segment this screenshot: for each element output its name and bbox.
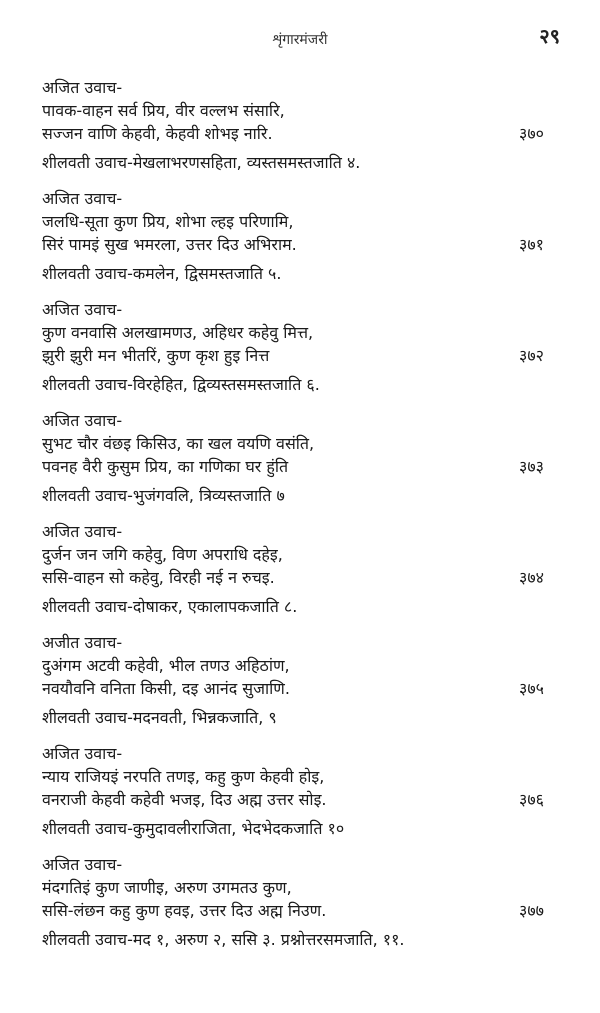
- verse-line-text: नवयौवनि वनिता किसी, दइ आनंद सुजाणि.: [42, 679, 290, 698]
- running-title: शृंगारमंजरी: [272, 32, 328, 48]
- speaker-heading: अजित उवाच-: [42, 744, 123, 763]
- page-number: २९: [539, 24, 560, 48]
- verse-line: पावक-वाहन सर्व प्रिय, वीर वल्लभ संसारि,: [42, 101, 285, 120]
- verse-number: ३७७: [519, 901, 544, 920]
- speaker-heading: अजित उवाच-: [42, 300, 123, 319]
- verse-line-numbered: [42, 566, 572, 589]
- verse-line-text: सज्जन वाणि केहवी, केहवी शोभइ नारि.: [42, 124, 273, 143]
- verse-line-text: सिरं पामइं सुख भमरला, उत्तर दिउ अभिराम.: [42, 235, 297, 254]
- verse-line: दुर्जन जन जगि कहेवु, विण अपराधि दहेइ,: [42, 545, 283, 564]
- answer-line: शीलवती उवाच-मद १, अरुण २, ससि ३. प्रश्नोत्तरसमजाति, ११.: [42, 930, 405, 949]
- verse-line: सुभट चौर वंछइ किसिउ, का खल वयणि वसंति,: [42, 434, 315, 453]
- answer-line: शीलवती उवाच-दोषाकर, एकालापकजाति ८.: [42, 597, 298, 616]
- speaker-heading: अजित उवाच-: [42, 78, 123, 97]
- verse-number: ३७४: [519, 568, 544, 587]
- verse-number: ३७५: [519, 679, 544, 698]
- stanza: [42, 187, 572, 285]
- verse-line-numbered: [42, 344, 572, 367]
- verse-line: जलधि-सूता कुण प्रिय, शोभा ल्हइ परिणामि,: [42, 212, 294, 231]
- body-text: [42, 76, 572, 964]
- verse-number: ३७१: [519, 235, 544, 254]
- verse-line-text: वनराजी केहवी कहेवी भजइ, दिउ अह्म उत्तर सोइ.: [42, 790, 327, 809]
- answer-line: शीलवती उवाच-कमलेन, द्विसमस्तजाति ५.: [42, 264, 282, 283]
- stanza: [42, 853, 572, 951]
- verse-line-numbered: [42, 233, 572, 256]
- stanza: [42, 409, 572, 507]
- verse-line-numbered: [42, 788, 572, 811]
- stanza: [42, 76, 572, 174]
- verse-line-text: ससि-वाहन सो कहेवु, विरही नई न रुचइ.: [42, 568, 275, 587]
- verse-line-numbered: [42, 455, 572, 478]
- stanza: [42, 742, 572, 840]
- stanza: [42, 298, 572, 396]
- verse-number: ३७६: [519, 790, 544, 809]
- answer-line: शीलवती उवाच-मेखलाभरणसहिता, व्यस्तसमस्तजाति ४.: [42, 153, 361, 172]
- verse-line-numbered: [42, 122, 572, 145]
- speaker-heading: अजीत उवाच-: [42, 633, 123, 652]
- verse-line-text: पवनह वैरी कुसुम प्रिय, का गणिका घर हुंति: [42, 457, 289, 476]
- speaker-heading: अजित उवाच-: [42, 411, 123, 430]
- stanza: [42, 631, 572, 729]
- speaker-heading: अजित उवाच-: [42, 522, 123, 541]
- verse-line-text: झुरी झुरी मन भीतरिं, कुण कृश हुइ नित्त: [42, 346, 270, 365]
- verse-line: न्याय राजियइं नरपति तणइ, कहु कुण केहवी होइ,: [42, 767, 325, 786]
- answer-line: शीलवती उवाच-मदनवती, भिन्नकजाति, ९: [42, 708, 277, 727]
- verse-line: कुण वनवासि अलखामणउ, अहिधर कहेवु मित्त,: [42, 323, 314, 342]
- verse-line-numbered: [42, 677, 572, 700]
- answer-line: शीलवती उवाच-कुमुदावलीराजिता, भेदभेदकजाति १०: [42, 819, 345, 838]
- verse-number: ३७२: [519, 346, 544, 365]
- answer-line: शीलवती उवाच-विरहेहित, द्विव्यस्तसमस्तजाति ६.: [42, 375, 320, 394]
- verse-line-text: ससि-लंछन कहु कुण हवइ, उत्तर दिउ अह्म निउण.: [42, 901, 327, 920]
- speaker-heading: अजित उवाच-: [42, 189, 123, 208]
- verse-number: ३७३: [519, 457, 544, 476]
- verse-line: मंदगतिइं कुण जाणीइ, अरुण उगमतउ कुण,: [42, 878, 292, 897]
- speaker-heading: अजित उवाच-: [42, 855, 123, 874]
- stanza: [42, 520, 572, 618]
- verse-number: ३७०: [519, 124, 544, 143]
- answer-line: शीलवती उवाच-भुजंगवलि, त्रिव्यस्तजाति ७: [42, 486, 285, 505]
- verse-line-numbered: [42, 899, 572, 922]
- verse-line: दुअंगम अटवी कहेवी, भील तणउ अहिठांण,: [42, 656, 290, 675]
